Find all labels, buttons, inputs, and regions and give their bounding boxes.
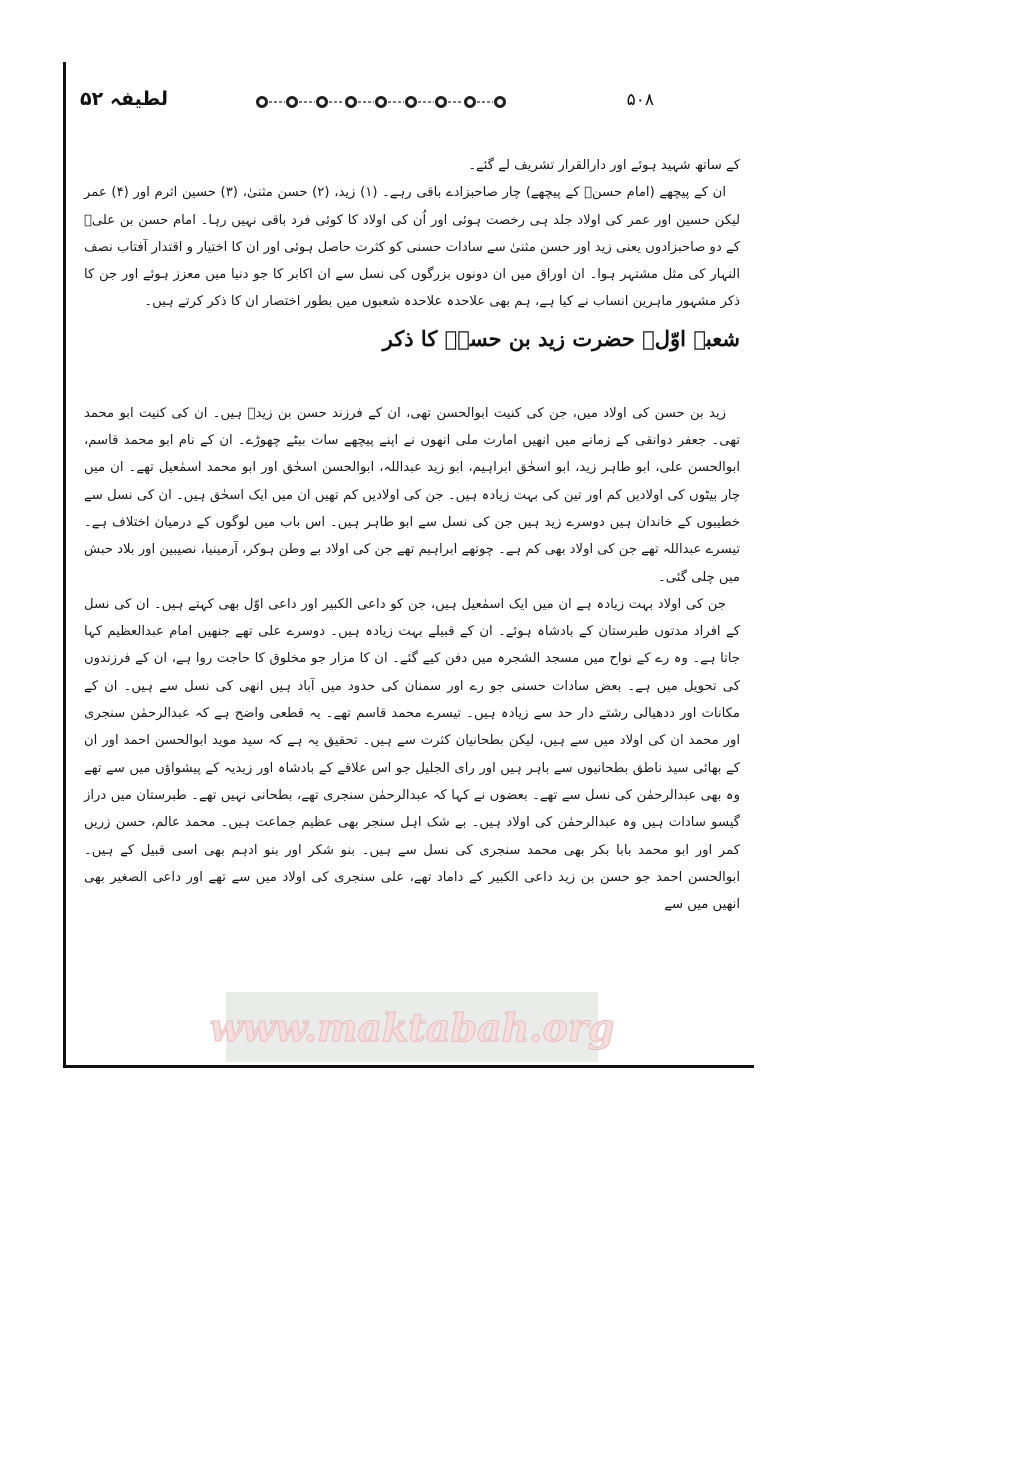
section-heading: شعبۂ اوّل۔ حضرت زید بن حسنؓ کا ذکر xyxy=(382,325,740,351)
ornament-link xyxy=(299,101,315,103)
ornament-ring-icon xyxy=(345,96,357,108)
paragraph: کے ساتھ شہید ہوئے اور دارالقرار تشریف لے گئے۔ xyxy=(468,158,740,173)
watermark-text: www.maktabah.org xyxy=(209,1004,615,1050)
page-number: ۵۰۸ xyxy=(626,90,654,110)
ornament-link xyxy=(269,101,285,103)
ornament-ring-icon xyxy=(464,96,476,108)
ornament-link xyxy=(448,101,464,103)
scanned-book-page xyxy=(63,62,754,1068)
ornament-link xyxy=(358,101,374,103)
ornament-ring-icon xyxy=(316,96,328,108)
chapter-label: لطیفہ ۵۲ xyxy=(80,88,169,110)
ornament-ring-icon xyxy=(286,96,298,108)
ornament-link xyxy=(388,101,404,103)
ornament-ring-icon xyxy=(375,96,387,108)
ornament-link xyxy=(418,101,434,103)
ornament-ring-icon xyxy=(405,96,417,108)
ornament-ring-icon xyxy=(256,96,268,108)
page-header xyxy=(66,84,754,120)
ornament-ring-icon xyxy=(494,96,506,108)
header-ornament-chain xyxy=(256,93,506,111)
paragraph: زید بن حسن کی اولاد میں، جن کی کنیت ابوالحسن تھی، ان کے فرزند حسن بن زیدؒ ہیں۔ ان کی کنیت ابو محمد تھی۔ جعفر دوانقی کے زمانے میں انھیں امارت ملی انھوں نے اپنے پیچھے سات بیٹے چھوڑے۔ ان کے نام ابو محمد قاسم، ابوالحسن علی، ابو طاہر زید، ابو اسحٰق ابراہیم، ابو زید عبداللہ، ابوالحسن اسحٰق اور ابو محمد اسمٰعیل تھے۔ ان میں چار بیٹوں کی اولادیں کم اور تین کی بہت زیادہ ہیں۔ جن کی اولادیں کم تھیں ان میں ایک اسحٰق ہیں۔ ان کی نسل سے خطیبوں کے خاندان ہیں دوسرے زید ہیں جن کی نسل سے ابو طاہر ہیں۔ اس باب میں لوگوں کے درمیان اختلاف ہے۔ تیسرے عبداللہ تھے جن کی اولاد بھی کم ہے۔ چوتھے ابراہیم تھے جن کی اولاد بے وطن ہوکر، آرمینیا، نصیبین اور بلاد حبش میں چلی گئی۔ xyxy=(84,405,740,585)
ornament-link xyxy=(329,101,345,103)
page-body xyxy=(84,152,740,918)
ornament-ring-icon xyxy=(435,96,447,108)
paragraph: ان کے پیچھے (امام حسنؓ کے پیچھے) چار صاحبزادے باقی رہے۔ (۱) زید، (۲) حسن مثنیٰ، (۳) حسین اثرم اور (۴) عمر لیکن حسین اور عمر کی اولاد جلد ہی رخصت ہوئی اور اُن کی اولاد کا کوئی فرد باقی نہیں رہا۔ امام حسن بن علیؓ کے دو صاحبزادوں یعنی زید اور حسن مثنیٰ سے سادات حسنی کو کثرت حاصل ہوئی اور ان کا اختیار و اقتدار آفتاب نصف النہار کی مثل مشتہر ہوا۔ ان اوراق میں ان دونوں بزرگوں کی نسل سے ان اکابر کا جو دنیا میں معزز ہوئے اور جن کا ذکر مشہور ماہرین انساب نے کیا ہے، ہم بھی علاحدہ علاحدہ شعبوں میں بطور اختصار ان کا ذکر کرتے ہیں۔ xyxy=(84,185,740,310)
paragraph: جن کی اولاد بہت زیادہ ہے ان میں ایک اسمٰعیل ہیں، جن کو داعی الکبیر اور داعی اوّل بھی کہتے ہیں۔ ان کی نسل کے افراد مدتوں طبرستان کے بادشاہ ہوئے۔ ان کے قبیلے بہت زیادہ ہیں۔ دوسرے علی تھے جنھیں امام عبدالعظیم کہا جاتا ہے۔ وہ رے کے نواح میں مسجد الشجرہ میں دفن کیے گئے۔ ان کا مزار جو مخلوق کا حاجت روا ہے، ان کے فرزندوں کی تحویل میں ہے۔ بعض سادات حسنی جو رے اور سمنان کی حدود میں آباد ہیں انھی کی نسل سے ہیں۔ ان کے مکانات اور ددھیالی رشتے دار حد سے زیادہ ہیں۔ تیسرے محمد قاسم تھے۔ یہ قطعی واضح ہے کہ عبدالرحمٰن سنجری اور محمد ان کی اولاد میں سے ہیں، لیکن بطحانیان کثرت سے ہیں۔ تحقیق یہ ہے کہ سید موید ابوالحسن احمد اور ان کے بھائی سید ناطق بطحانیوں سے باہر ہیں اور رای الجلیل جو اس علاقے کے بادشاہ اور زیدیہ کے پیشواؤں میں سے تھے وہ بھی عبدالرحمٰن کی نسل سے تھے۔ بعضوں نے کہا کہ عبدالرحمٰن سنجری تھے، بطحانی نہیں تھے۔ طبرستان میں دراز گیسو سادات ہیں وہ عبدالرحمٰن کی اولاد ہیں۔ بے شک اہل سنجر بھی عظیم جماعت ہیں۔ محمد عالم، حسن زریں کمر اور ابو محمد بابا بکر بھی محمد سنجری کی نسل سے ہیں۔ بنو شکر اور بنو ادہم بھی اسی قبیل کے ہیں۔ ابوالحسن احمد جو حسن بن زید داعی الکبیر کے داماد تھے، علی سنجری کی اولاد میں سے تھے اور داعی الصغیر بھی انھیں میں سے xyxy=(84,596,740,913)
watermark xyxy=(209,992,615,1062)
ornament-link xyxy=(477,101,493,103)
